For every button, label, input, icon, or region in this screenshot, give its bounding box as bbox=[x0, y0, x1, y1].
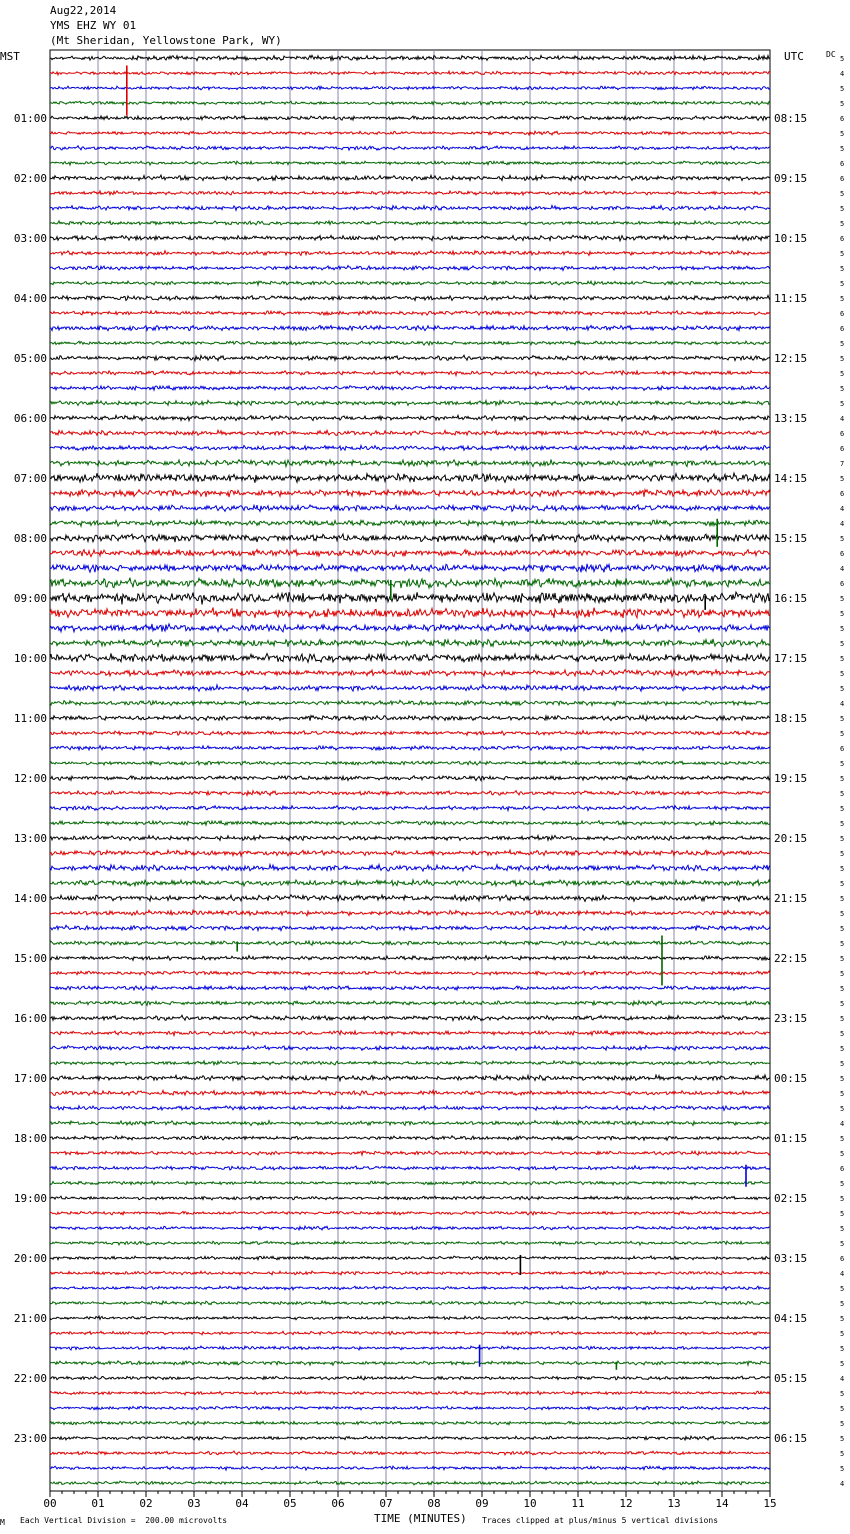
left-time-label: 16:00 bbox=[13, 1012, 47, 1025]
header-station: YMS EHZ WY 01 bbox=[50, 19, 137, 32]
dc-value: 5 bbox=[840, 1210, 845, 1218]
seismic-trace bbox=[50, 1241, 770, 1245]
seismic-trace bbox=[50, 326, 770, 331]
right-time-label: 05:15 bbox=[774, 1372, 808, 1385]
header-date: Aug22,2014 bbox=[50, 4, 117, 17]
dc-value: 4 bbox=[840, 1480, 845, 1488]
seismic-trace bbox=[50, 564, 770, 573]
dc-value: 5 bbox=[840, 1435, 845, 1443]
seismic-trace bbox=[50, 1136, 770, 1140]
dc-value: 5 bbox=[840, 55, 845, 63]
dc-value: 6 bbox=[840, 160, 845, 168]
vertical-division-note: Each Vertical Division = 200.00 microvolts bbox=[20, 1516, 228, 1525]
right-time-label: 01:15 bbox=[774, 1132, 808, 1145]
dc-value: 5 bbox=[840, 850, 845, 858]
seismic-trace bbox=[50, 578, 770, 588]
seismic-trace bbox=[50, 1061, 770, 1065]
dc-value: 4 bbox=[840, 565, 845, 573]
x-tick-label: 10 bbox=[523, 1497, 537, 1510]
dc-value: 5 bbox=[840, 295, 845, 303]
seismic-trace bbox=[50, 1301, 770, 1305]
left-time-label: 04:00 bbox=[13, 292, 47, 305]
dc-value: 5 bbox=[840, 865, 845, 873]
dc-value: 4 bbox=[840, 505, 845, 513]
dc-value: 5 bbox=[840, 535, 845, 543]
left-time-label: 18:00 bbox=[13, 1132, 47, 1145]
dc-value: 4 bbox=[840, 700, 845, 708]
seismic-trace bbox=[50, 986, 770, 990]
seismic-trace bbox=[50, 1106, 770, 1111]
dc-value: 5 bbox=[840, 145, 845, 153]
seismic-trace bbox=[50, 266, 770, 271]
seismic-trace bbox=[50, 1421, 770, 1425]
seismic-trace bbox=[50, 1151, 770, 1155]
dc-value: 5 bbox=[840, 265, 845, 273]
seismic-trace bbox=[50, 895, 770, 902]
dc-value: 4 bbox=[840, 70, 845, 78]
right-time-label: 23:15 bbox=[774, 1012, 808, 1025]
seismic-trace bbox=[50, 685, 770, 691]
seismic-trace bbox=[50, 1346, 770, 1350]
dc-value: 5 bbox=[840, 205, 845, 213]
x-axis-title: TIME (MINUTES) bbox=[374, 1512, 467, 1525]
dc-value: 5 bbox=[840, 775, 845, 783]
right-time-label: 09:15 bbox=[774, 172, 808, 185]
seismic-trace bbox=[50, 716, 770, 721]
seismic-trace bbox=[50, 1015, 770, 1020]
x-tick-label: 08 bbox=[427, 1497, 441, 1510]
dc-value: 7 bbox=[840, 460, 845, 468]
seismic-trace bbox=[50, 670, 770, 677]
dc-value: 5 bbox=[840, 1105, 845, 1113]
right-time-label: 21:15 bbox=[774, 892, 808, 905]
seismic-trace bbox=[50, 191, 770, 195]
dc-value: 5 bbox=[840, 655, 845, 663]
seismic-trace bbox=[50, 1256, 770, 1260]
seismic-trace bbox=[50, 295, 770, 300]
right-time-label: 03:15 bbox=[774, 1252, 808, 1265]
dc-value: 5 bbox=[840, 385, 845, 393]
left-time-label: 22:00 bbox=[13, 1372, 47, 1385]
x-tick-label: 06 bbox=[331, 1497, 345, 1510]
seismic-trace bbox=[50, 761, 770, 765]
dc-value: 6 bbox=[840, 580, 845, 588]
seismic-trace bbox=[50, 1046, 770, 1051]
dc-value: 6 bbox=[840, 490, 845, 498]
dc-value: 5 bbox=[840, 1450, 845, 1458]
dc-value: 5 bbox=[840, 1240, 845, 1248]
seismic-trace bbox=[50, 1211, 770, 1215]
left-time-label: 06:00 bbox=[13, 412, 47, 425]
seismic-trace bbox=[50, 700, 770, 705]
dc-value: 6 bbox=[840, 235, 845, 243]
dc-value: 4 bbox=[840, 1270, 845, 1278]
seismic-trace bbox=[50, 791, 770, 796]
seismic-trace bbox=[50, 473, 770, 483]
seismic-trace bbox=[50, 592, 770, 604]
seismic-trace bbox=[50, 101, 770, 105]
seismic-trace bbox=[50, 1271, 770, 1275]
seismic-trace bbox=[50, 175, 770, 181]
seismic-trace bbox=[50, 386, 770, 391]
left-time-label: 15:00 bbox=[13, 952, 47, 965]
seismic-trace bbox=[50, 341, 770, 345]
right-time-label: 17:15 bbox=[774, 652, 808, 665]
seismic-trace bbox=[50, 371, 770, 376]
x-tick-label: 04 bbox=[235, 1497, 249, 1510]
x-tick-label: 09 bbox=[475, 1497, 489, 1510]
right-time-label: 10:15 bbox=[774, 232, 808, 245]
seismic-trace bbox=[50, 281, 770, 285]
dc-value: 5 bbox=[840, 940, 845, 948]
seismic-trace bbox=[50, 146, 770, 150]
dc-value: 5 bbox=[840, 355, 845, 363]
seismic-trace bbox=[50, 624, 770, 632]
seismic-trace bbox=[50, 608, 770, 619]
seismic-trace bbox=[50, 534, 770, 542]
dc-value: 4 bbox=[840, 520, 845, 528]
seismic-trace bbox=[50, 1286, 770, 1290]
left-time-label: 10:00 bbox=[13, 652, 47, 665]
left-time-label: 23:00 bbox=[13, 1432, 47, 1445]
seismic-trace bbox=[50, 653, 770, 662]
dc-value: 5 bbox=[840, 985, 845, 993]
dc-value: 5 bbox=[840, 1345, 845, 1353]
seismic-trace bbox=[50, 746, 770, 751]
x-tick-label: 14 bbox=[715, 1497, 729, 1510]
x-tick-label: 02 bbox=[139, 1497, 153, 1510]
left-time-label: 08:00 bbox=[13, 532, 47, 545]
dc-value: 5 bbox=[840, 475, 845, 483]
dc-value: 5 bbox=[840, 805, 845, 813]
seismic-trace bbox=[50, 71, 770, 75]
x-tick-label: 12 bbox=[619, 1497, 633, 1510]
dc-value: 5 bbox=[840, 685, 845, 693]
dc-value: 5 bbox=[840, 640, 845, 648]
dc-value: 5 bbox=[840, 595, 845, 603]
seismic-trace bbox=[50, 355, 770, 360]
dc-value: 5 bbox=[840, 610, 845, 618]
seismic-trace bbox=[50, 206, 770, 211]
dc-value: 5 bbox=[840, 1030, 845, 1038]
x-tick-label: 05 bbox=[283, 1497, 297, 1510]
right-time-label: 18:15 bbox=[774, 712, 808, 725]
dc-label: DC bbox=[826, 50, 836, 59]
seismic-trace bbox=[50, 161, 770, 165]
seismic-trace bbox=[50, 1090, 770, 1095]
left-time-label: 11:00 bbox=[13, 712, 47, 725]
seismic-trace bbox=[50, 850, 770, 856]
seismic-trace bbox=[50, 430, 770, 435]
x-tick-label: 11 bbox=[571, 1497, 585, 1510]
dc-value: 6 bbox=[840, 445, 845, 453]
dc-value: 5 bbox=[840, 955, 845, 963]
right-time-label: 06:15 bbox=[774, 1432, 808, 1445]
dc-value: 5 bbox=[840, 760, 845, 768]
dc-value: 5 bbox=[840, 1195, 845, 1203]
right-time-label: 13:15 bbox=[774, 412, 808, 425]
seismic-trace bbox=[50, 311, 770, 315]
dc-value: 5 bbox=[840, 1015, 845, 1023]
dc-value: 5 bbox=[840, 1150, 845, 1158]
dc-value: 5 bbox=[840, 100, 845, 108]
x-tick-label: 15 bbox=[763, 1497, 777, 1510]
right-time-label: 20:15 bbox=[774, 832, 808, 845]
dc-value: 5 bbox=[840, 370, 845, 378]
dc-value: 5 bbox=[840, 1045, 845, 1053]
dc-value: 5 bbox=[840, 715, 845, 723]
header-location: (Mt Sheridan, Yellowstone Park, WY) bbox=[50, 34, 282, 47]
seismic-trace bbox=[50, 400, 770, 405]
seismic-trace bbox=[50, 1481, 770, 1485]
dc-value: 5 bbox=[840, 1225, 845, 1233]
dc-value: 6 bbox=[840, 115, 845, 123]
dc-value: 5 bbox=[840, 910, 845, 918]
seismic-trace bbox=[50, 415, 770, 420]
seismic-trace bbox=[50, 131, 770, 135]
dc-value: 6 bbox=[840, 745, 845, 753]
right-time-label: 14:15 bbox=[774, 472, 808, 485]
corner-mark: M bbox=[0, 1518, 5, 1527]
seismic-trace bbox=[50, 925, 770, 930]
seismic-trace bbox=[50, 1031, 770, 1036]
dc-value: 5 bbox=[840, 85, 845, 93]
seismic-trace bbox=[50, 235, 770, 241]
seismic-trace bbox=[50, 221, 770, 225]
seismic-trace bbox=[50, 880, 770, 886]
dc-value: 6 bbox=[840, 175, 845, 183]
left-time-label: 01:00 bbox=[13, 112, 47, 125]
left-time-label: 20:00 bbox=[13, 1252, 47, 1265]
seismic-trace bbox=[50, 1331, 770, 1335]
dc-value: 5 bbox=[840, 220, 845, 228]
dc-value: 5 bbox=[840, 1405, 845, 1413]
dc-value: 5 bbox=[840, 835, 845, 843]
x-tick-label: 13 bbox=[667, 1497, 681, 1510]
dc-value: 5 bbox=[840, 895, 845, 903]
seismic-trace bbox=[50, 1316, 770, 1320]
x-tick-label: 01 bbox=[91, 1497, 105, 1510]
right-time-label: 15:15 bbox=[774, 532, 808, 545]
dc-value: 5 bbox=[840, 1465, 845, 1473]
seismic-trace bbox=[50, 1406, 770, 1410]
dc-value: 5 bbox=[840, 1000, 845, 1008]
dc-value: 5 bbox=[840, 625, 845, 633]
seismic-trace bbox=[50, 446, 770, 451]
seismic-trace bbox=[50, 639, 770, 647]
seismic-trace bbox=[50, 1226, 770, 1230]
left-time-label: 19:00 bbox=[13, 1192, 47, 1205]
seismic-trace bbox=[50, 490, 770, 498]
seismic-trace bbox=[50, 505, 770, 512]
dc-value: 5 bbox=[840, 820, 845, 828]
seismic-trace bbox=[50, 1075, 770, 1081]
seismic-trace bbox=[50, 910, 770, 916]
dc-value: 5 bbox=[840, 730, 845, 738]
seismic-trace bbox=[50, 1436, 770, 1440]
seismic-trace bbox=[50, 86, 770, 90]
seismic-trace bbox=[50, 1376, 770, 1380]
dc-value: 5 bbox=[840, 1060, 845, 1068]
dc-value: 5 bbox=[840, 1330, 845, 1338]
right-time-label: 02:15 bbox=[774, 1192, 808, 1205]
left-time-label: 14:00 bbox=[13, 892, 47, 905]
dc-value: 5 bbox=[840, 670, 845, 678]
left-time-label: 07:00 bbox=[13, 472, 47, 485]
dc-value: 4 bbox=[840, 1120, 845, 1128]
right-time-label: 12:15 bbox=[774, 352, 808, 365]
dc-value: 5 bbox=[840, 1360, 845, 1368]
seismic-trace bbox=[50, 835, 770, 840]
dc-value: 6 bbox=[840, 310, 845, 318]
left-axis-label: MST bbox=[0, 50, 20, 63]
left-time-label: 09:00 bbox=[13, 592, 47, 605]
seismic-trace bbox=[50, 1451, 770, 1455]
seismic-trace bbox=[50, 116, 770, 120]
dc-value: 5 bbox=[840, 400, 845, 408]
seismic-trace bbox=[50, 1166, 770, 1170]
right-time-label: 19:15 bbox=[774, 772, 808, 785]
dc-value: 5 bbox=[840, 1135, 845, 1143]
clip-note: Traces clipped at plus/minus 5 vertical divisions bbox=[482, 1516, 719, 1525]
dc-value: 5 bbox=[840, 1315, 845, 1323]
left-time-label: 12:00 bbox=[13, 772, 47, 785]
left-time-label: 02:00 bbox=[13, 172, 47, 185]
dc-value: 5 bbox=[840, 880, 845, 888]
right-time-label: 08:15 bbox=[774, 112, 808, 125]
dc-value: 5 bbox=[840, 1420, 845, 1428]
seismic-trace bbox=[50, 821, 770, 826]
x-tick-label: 07 bbox=[379, 1497, 393, 1510]
seismic-trace bbox=[50, 1121, 770, 1126]
right-time-label: 16:15 bbox=[774, 592, 808, 605]
left-time-label: 03:00 bbox=[13, 232, 47, 245]
dc-value: 6 bbox=[840, 1255, 845, 1263]
dc-value: 5 bbox=[840, 1075, 845, 1083]
dc-value: 5 bbox=[840, 280, 845, 288]
dc-value: 5 bbox=[840, 130, 845, 138]
left-time-label: 13:00 bbox=[13, 832, 47, 845]
seismic-trace bbox=[50, 55, 770, 60]
seismic-trace bbox=[50, 776, 770, 781]
seismic-trace bbox=[50, 460, 770, 467]
seismic-trace bbox=[50, 1361, 770, 1365]
left-time-label: 17:00 bbox=[13, 1072, 47, 1085]
dc-value: 5 bbox=[840, 1390, 845, 1398]
seismic-trace bbox=[50, 550, 770, 557]
dc-value: 5 bbox=[840, 970, 845, 978]
x-tick-label: 03 bbox=[187, 1497, 201, 1510]
seismic-trace bbox=[50, 731, 770, 736]
dc-value: 5 bbox=[840, 925, 845, 933]
dc-value: 6 bbox=[840, 430, 845, 438]
right-time-label: 04:15 bbox=[774, 1312, 808, 1325]
right-time-label: 11:15 bbox=[774, 292, 808, 305]
seismic-trace bbox=[50, 1001, 770, 1006]
dc-value: 5 bbox=[840, 250, 845, 258]
dc-value: 5 bbox=[840, 1180, 845, 1188]
right-axis-label: UTC bbox=[784, 50, 804, 63]
seismic-trace bbox=[50, 1181, 770, 1185]
dc-value: 5 bbox=[840, 190, 845, 198]
right-time-label: 22:15 bbox=[774, 952, 808, 965]
dc-value: 6 bbox=[840, 550, 845, 558]
dc-value: 5 bbox=[840, 1285, 845, 1293]
x-tick-label: 00 bbox=[43, 1497, 57, 1510]
dc-value: 5 bbox=[840, 790, 845, 798]
dc-value: 5 bbox=[840, 340, 845, 348]
right-time-label: 00:15 bbox=[774, 1072, 808, 1085]
seismic-trace bbox=[50, 806, 770, 811]
dc-value: 4 bbox=[840, 1375, 845, 1383]
seismic-trace bbox=[50, 865, 770, 871]
plot-frame bbox=[50, 50, 770, 1491]
seismic-trace bbox=[50, 1196, 770, 1200]
dc-value: 5 bbox=[840, 1300, 845, 1308]
dc-value: 6 bbox=[840, 325, 845, 333]
dc-value: 6 bbox=[840, 1165, 845, 1173]
seismic-trace bbox=[50, 251, 770, 256]
seismic-trace bbox=[50, 1391, 770, 1395]
left-time-label: 21:00 bbox=[13, 1312, 47, 1325]
dc-value: 5 bbox=[840, 1090, 845, 1098]
left-time-label: 05:00 bbox=[13, 352, 47, 365]
seismic-trace bbox=[50, 1466, 770, 1470]
seismic-trace bbox=[50, 520, 770, 526]
dc-value: 4 bbox=[840, 415, 845, 423]
